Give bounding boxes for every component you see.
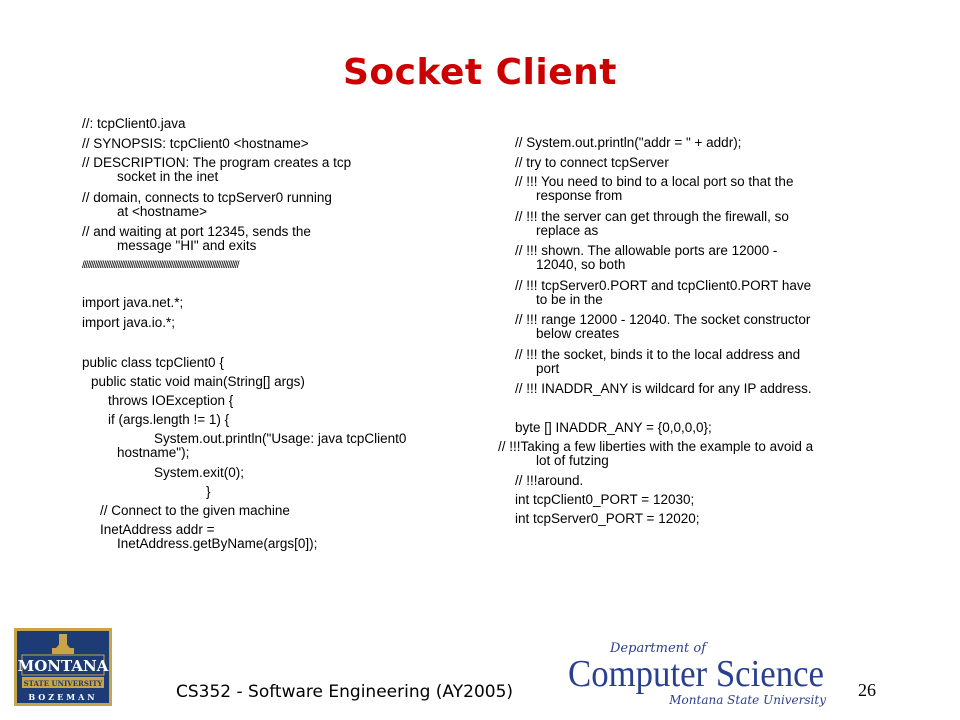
- code-line: System.exit(0);: [154, 465, 245, 480]
- code-line: at <hostname>: [117, 204, 208, 219]
- code-line: public class tcpClient0 {: [82, 355, 224, 370]
- code-line: // !!! shown. The allowable ports are 12000 -: [515, 243, 778, 258]
- code-line: import java.net.*;: [82, 295, 184, 310]
- code-line: // SYNOPSIS: tcpClient0 <hostname>: [82, 136, 309, 151]
- code-line: 12040, so both: [536, 257, 626, 272]
- code-line: message "HI" and exits: [117, 238, 257, 253]
- code-line: System.out.println("Usage: java tcpClient0: [154, 431, 407, 446]
- code-line: response from: [536, 188, 623, 203]
- code-line: // !!!Taking a few liberties with the example to avoid a: [498, 439, 814, 454]
- code-line: int tcpClient0_PORT = 12030;: [515, 492, 695, 507]
- code-line: throws IOException {: [108, 393, 234, 408]
- code-line: // and waiting at port 12345, sends the: [82, 224, 311, 239]
- code-line: port: [536, 361, 560, 376]
- code-line: // !!! the server can get through the firewall, so: [515, 209, 789, 224]
- code-line: // DESCRIPTION: The program creates a tcp: [82, 155, 352, 170]
- code-line: // !!! INADDR_ANY is wildcard for any IP address.: [515, 381, 812, 396]
- code-line: // !!! tcpServer0.PORT and tcpClient0.PORT have: [515, 278, 812, 293]
- cs-department-logo: [566, 634, 828, 708]
- code-line: InetAddress addr =: [100, 522, 215, 537]
- msu-logo-line2: STATE UNIVERSITY: [23, 679, 103, 688]
- msu-logo-line3: BOZEMAN: [28, 692, 98, 702]
- code-line: // try to connect tcpServer: [515, 155, 669, 170]
- cs-logo-line3: Montana State University: [669, 693, 826, 707]
- separator-line: ////////////////////////////////////////////////////////////////////////////////////////: [82, 260, 239, 271]
- code-line: // !!! You need to bind to a local port so that the: [515, 174, 794, 189]
- code-line: // !!! range 12000 - 12040. The socket constructor: [515, 312, 811, 327]
- code-line: int tcpServer0_PORT = 12020;: [515, 511, 700, 526]
- slide-title: Socket Client: [343, 52, 617, 93]
- code-line: // Connect to the given machine: [100, 503, 290, 518]
- code-line: replace as: [536, 223, 599, 238]
- code-line: public static void main(String[] args): [91, 374, 305, 389]
- code-line: to be in the: [536, 292, 603, 307]
- page-number: 26: [858, 680, 876, 700]
- cs-logo-line2: Computer Science: [568, 653, 824, 695]
- code-line: socket in the inet: [117, 169, 219, 184]
- footer-course-title: CS352 - Software Engineering (AY2005): [176, 682, 514, 702]
- msu-logo: [14, 628, 112, 706]
- code-line: if (args.length != 1) {: [108, 412, 230, 427]
- code-line: // domain, connects to tcpServer0 running: [82, 190, 332, 205]
- code-line: InetAddress.getByName(args[0]);: [117, 536, 318, 551]
- code-line: }: [206, 484, 211, 499]
- code-line: // !!! the socket, binds it to the local address and: [515, 347, 801, 362]
- code-line: lot of futzing: [536, 453, 609, 468]
- code-line: import java.io.*;: [82, 315, 176, 330]
- cs-logo-line1: Department of: [610, 641, 707, 656]
- code-line: // System.out.println("addr = " + addr);: [515, 135, 742, 150]
- code-line: //: tcpClient0.java: [82, 116, 186, 131]
- code-line: // !!!around.: [515, 473, 584, 488]
- code-line: byte [] INADDR_ANY = {0,0,0,0};: [515, 420, 712, 435]
- code-line: hostname");: [117, 445, 190, 460]
- code-line: below creates: [536, 326, 620, 341]
- msu-logo-line1: MONTANA: [17, 657, 109, 675]
